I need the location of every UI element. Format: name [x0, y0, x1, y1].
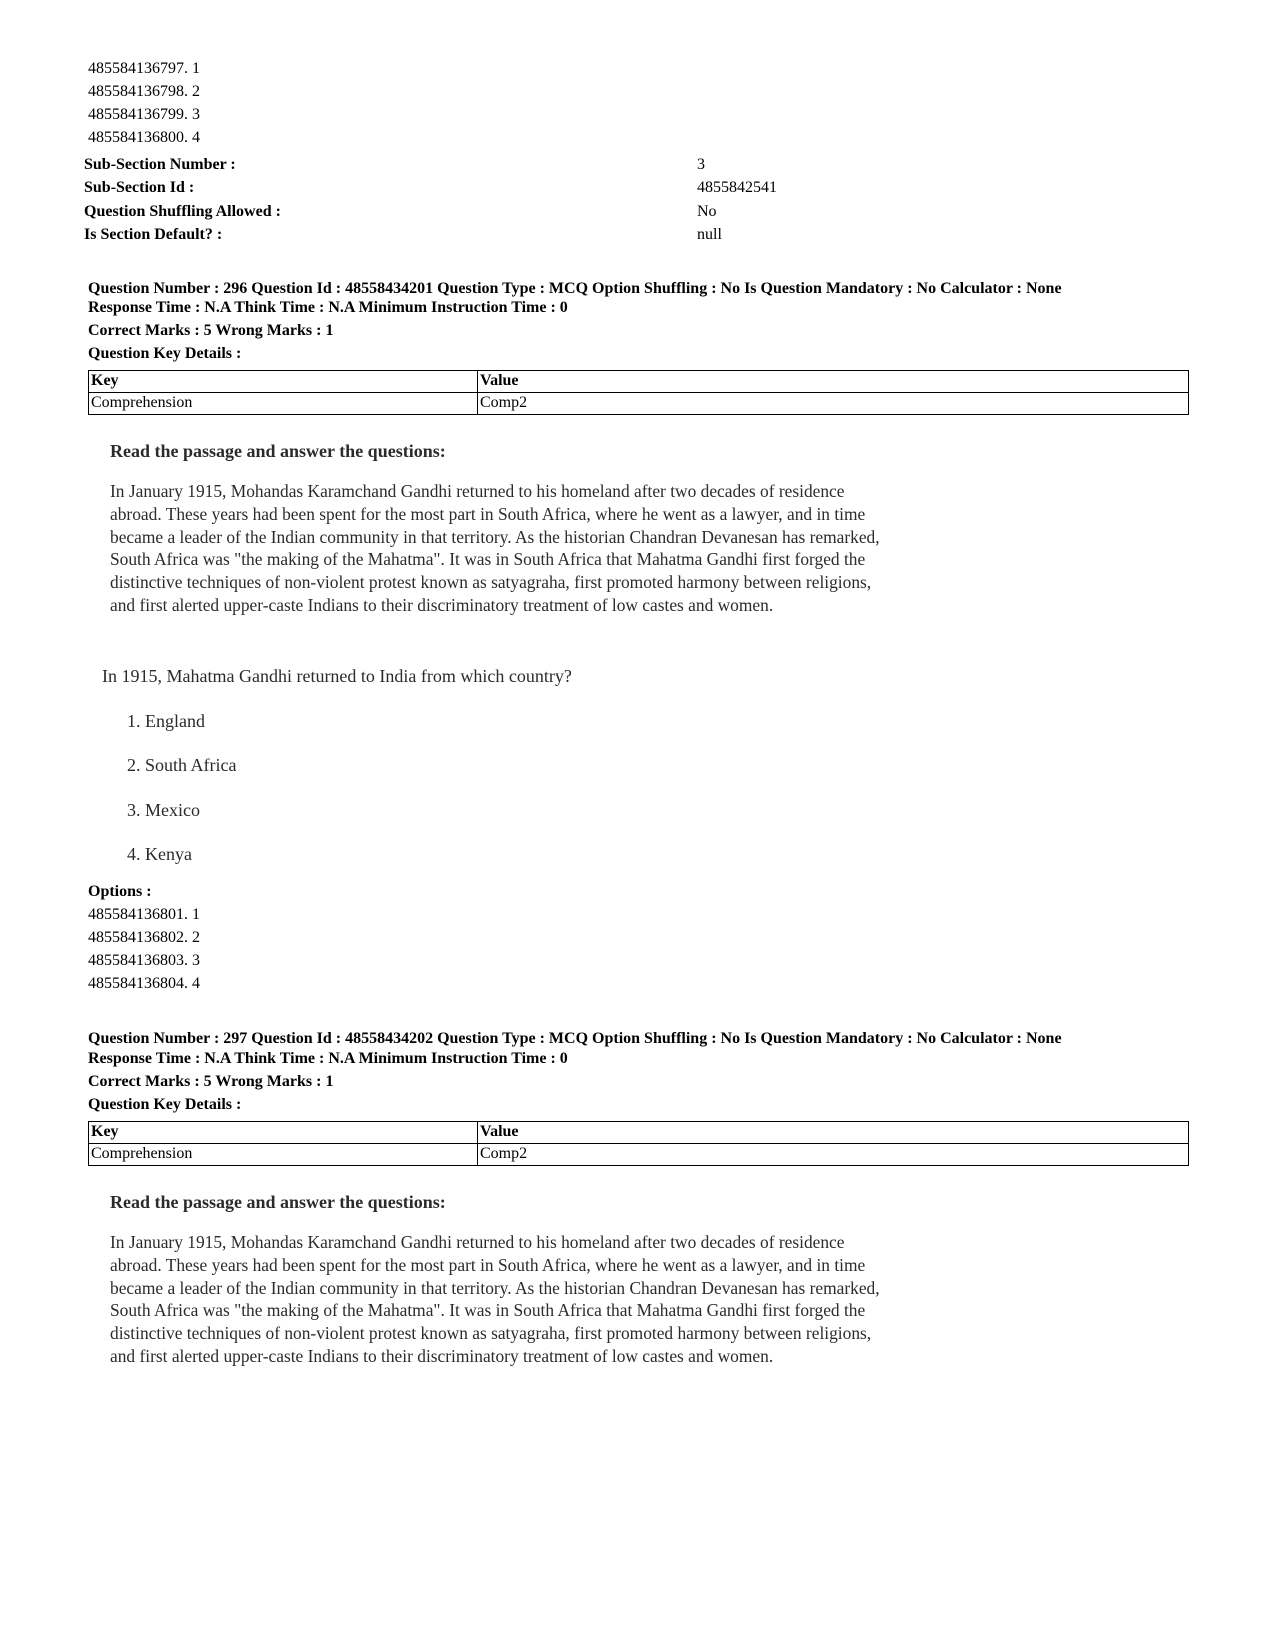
key-cell: Comprehension: [89, 393, 478, 415]
passage-text: [110, 480, 980, 617]
key-header: Key: [89, 371, 478, 393]
option-id-line: 485584136799. 3: [88, 106, 200, 123]
question-timing: Response Time : N.A Think Time : N.A Minimum Instruction Time : 0: [88, 299, 568, 316]
passage-line: South Africa was "the making of the Mahatma". It was in South Africa that Mahatma Gandhi first forged the: [110, 549, 866, 570]
passage-line: South Africa was "the making of the Mahatma". It was in South Africa that Mahatma Gandhi first forged the: [110, 1300, 866, 1321]
passage-line: distinctive techniques of non-violent protest known as satyagraha, first promoted harmony between religions,: [110, 1323, 872, 1344]
option-id-line: 485584136798. 2: [88, 83, 200, 100]
comprehension-passage: [110, 1191, 980, 1368]
passage-line: became a leader of the Indian community in that territory. As the historian Chandran Devanesan has remarked,: [110, 1277, 880, 1298]
answer-choice: 4. Kenya: [127, 844, 192, 864]
value-header: Value: [478, 371, 1189, 393]
option-id-line: 485584136804. 4: [88, 975, 200, 992]
question-key-table: [88, 1121, 1189, 1166]
option-id-line: 485584136803. 3: [88, 952, 200, 969]
key-header: Key: [89, 1122, 478, 1144]
question-timing: Response Time : N.A Think Time : N.A Minimum Instruction Time : 0: [88, 1050, 568, 1067]
value-cell: Comp2: [478, 393, 1189, 415]
subsection-id-value: 4855842541: [697, 179, 777, 196]
passage-line: In January 1915, Mohandas Karamchand Gandhi returned to his homeland after two decades of residence: [110, 481, 845, 501]
answer-choice: 2. South Africa: [127, 755, 237, 775]
subsection-id-label: Sub-Section Id :: [84, 179, 195, 196]
passage-line: became a leader of the Indian community in that territory. As the historian Chandran Devanesan has remarked,: [110, 526, 880, 547]
question-key-details-label: Question Key Details :: [88, 345, 242, 362]
question-key-table: [88, 370, 1189, 415]
value-cell: Comp2: [478, 1144, 1189, 1166]
passage-line: In January 1915, Mohandas Karamchand Gandhi returned to his homeland after two decades of residence: [110, 1232, 845, 1252]
passage-title: Read the passage and answer the questions:: [110, 441, 446, 461]
passage-line: abroad. These years had been spent for the most part in South Africa, where he went as a lawyer, and in time: [110, 1254, 866, 1275]
passage-line: distinctive techniques of non-violent protest known as satyagraha, first promoted harmony between religions,: [110, 572, 872, 593]
passage-line: and first alerted upper-caste Indians to their discriminatory treatment of low castes and women.: [110, 1345, 774, 1366]
question-shuffling-label: Question Shuffling Allowed :: [84, 203, 281, 220]
option-id-line: 485584136801. 1: [88, 906, 200, 923]
question-header: Question Number : 297 Question Id : 48558434202 Question Type : MCQ Option Shuffling : No Is Question Mandatory : No Calculator : None: [88, 1030, 1062, 1047]
answer-choice: 1. England: [127, 711, 205, 731]
answer-choice: 3. Mexico: [127, 800, 200, 820]
question-header: Question Number : 296 Question Id : 48558434201 Question Type : MCQ Option Shuffling : No Is Question Mandatory : No Calculator : None: [88, 280, 1062, 297]
option-id-line: 485584136797. 1: [88, 60, 200, 77]
question-shuffling-value: No: [697, 203, 717, 220]
comprehension-passage: [110, 440, 980, 617]
question-marks: Correct Marks : 5 Wrong Marks : 1: [88, 322, 334, 339]
section-default-label: Is Section Default? :: [84, 226, 223, 243]
subsection-number-label: Sub-Section Number :: [84, 156, 236, 173]
question-text: In 1915, Mahatma Gandhi returned to India from which country?: [102, 666, 572, 686]
key-cell: Comprehension: [89, 1144, 478, 1166]
section-default-value: null: [697, 226, 722, 243]
subsection-number-value: 3: [697, 156, 705, 173]
options-label: Options :: [88, 883, 152, 900]
option-id-line: 485584136802. 2: [88, 929, 200, 946]
passage-line: abroad. These years had been spent for the most part in South Africa, where he went as a lawyer, and in time: [110, 503, 866, 524]
question-key-details-label: Question Key Details :: [88, 1096, 242, 1113]
value-header: Value: [478, 1122, 1189, 1144]
question-marks: Correct Marks : 5 Wrong Marks : 1: [88, 1073, 334, 1090]
option-id-line: 485584136800. 4: [88, 129, 200, 146]
passage-text: [110, 1231, 980, 1368]
passage-title: Read the passage and answer the questions:: [110, 1192, 446, 1212]
passage-line: and first alerted upper-caste Indians to their discriminatory treatment of low castes and women.: [110, 594, 774, 615]
